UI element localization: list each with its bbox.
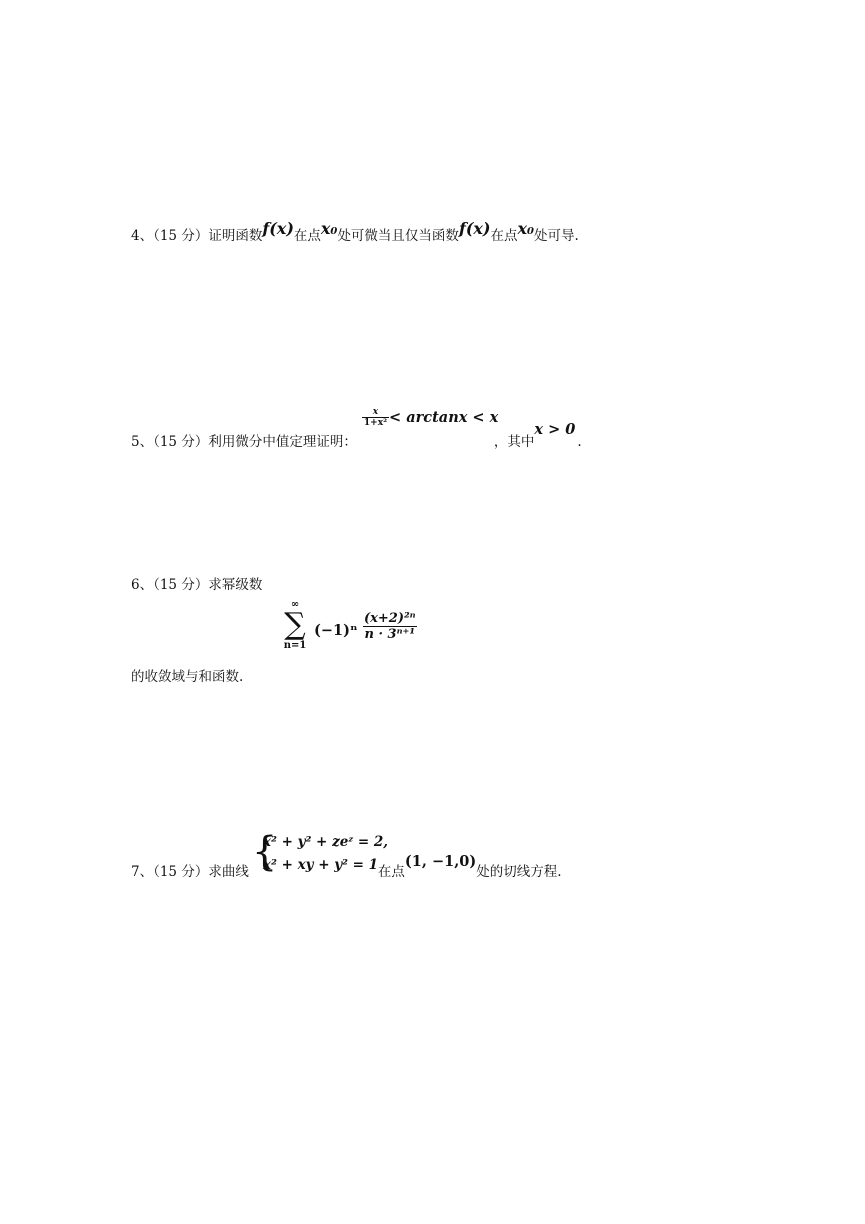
problem-text: 处可微当且仅当函数: [337, 228, 459, 244]
math-condition: x > 0: [534, 421, 576, 438]
separator: 、: [139, 577, 154, 593]
sigma-icon: ∑: [284, 607, 306, 642]
equation-system: [251, 829, 388, 876]
math-fx: f(x): [262, 219, 294, 238]
sum-lower: n=1: [283, 640, 307, 651]
math-point: (1, −1,0): [404, 853, 477, 870]
sum-symbol: [280, 600, 310, 652]
problem-number: 6: [131, 577, 140, 593]
problem-text: 处可导.: [534, 228, 579, 244]
problem-text: ，其中: [493, 434, 535, 450]
problem-6-heading: [131, 573, 262, 593]
problem-text: 求幂级数: [208, 577, 263, 593]
fraction-numerator: (x+2)²ⁿ: [364, 611, 416, 626]
math-inequality: [362, 407, 499, 428]
problem-text: 求曲线: [208, 864, 249, 880]
problem-5: [131, 406, 582, 450]
problem-number: 4: [131, 228, 140, 244]
problem-text: 处的切线方程.: [476, 864, 562, 880]
problem-number: 7: [131, 864, 140, 880]
problem-text: .: [577, 434, 582, 450]
problem-text: 在点: [293, 228, 321, 244]
series-fraction: [362, 611, 418, 642]
fraction-denominator: 1+x²: [363, 418, 388, 428]
problem-text: 证明函数: [208, 228, 263, 244]
problem-6-tail: 的收敛域与和函数.: [131, 669, 244, 685]
fraction: [362, 407, 389, 428]
equation-line-2: x² + xy + y² = 1: [262, 857, 379, 873]
fraction-numerator: x: [372, 407, 379, 417]
math-fx: f(x): [458, 219, 491, 238]
fraction-denominator: n · 3ⁿ⁺¹: [364, 627, 416, 642]
equation-line-1: x² + y² + zeᶻ = 2,: [262, 834, 388, 850]
problem-text: 在点: [490, 228, 518, 244]
problem-score: （15 分）: [153, 577, 209, 593]
problem-score: （15 分）: [153, 864, 209, 880]
left-brace-icon: {: [251, 829, 278, 875]
math-x0: x₀: [320, 219, 338, 238]
math-x0: x₀: [517, 219, 535, 238]
problem-score: （15 分）: [153, 228, 209, 244]
separator: 、: [139, 864, 154, 880]
problem-text: 在点: [377, 864, 405, 880]
problem-7: [131, 829, 562, 880]
problem-score: （15 分）: [153, 434, 209, 450]
separator: 、: [139, 434, 154, 450]
series-sign-term: (−1)ⁿ: [314, 622, 358, 639]
inequality-text: < arctanx < x: [389, 409, 499, 426]
problem-text: 利用微分中值定理证明：: [208, 434, 357, 450]
problem-number: 5: [131, 434, 140, 450]
problem-4: [131, 219, 579, 244]
sum-upper: ∞: [290, 599, 300, 610]
separator: 、: [139, 228, 154, 244]
